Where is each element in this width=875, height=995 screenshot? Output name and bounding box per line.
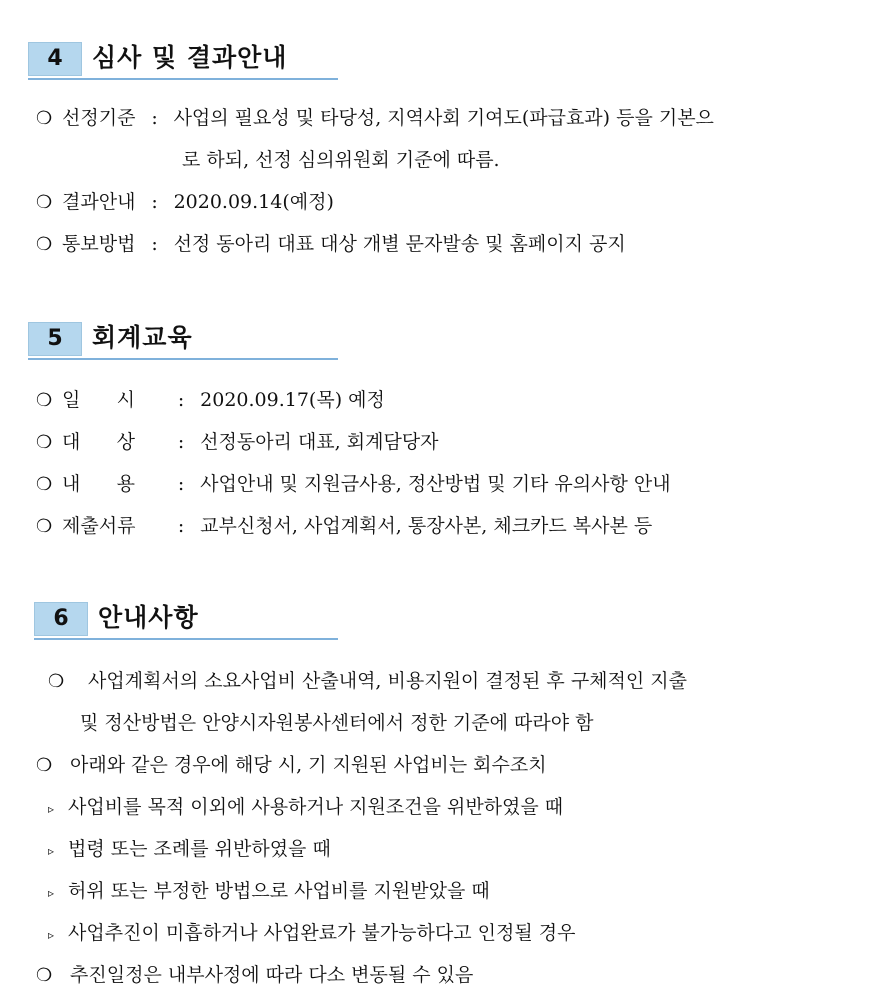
section-6-header bbox=[34, 600, 338, 640]
sub-item bbox=[48, 794, 563, 822]
item-text: 2020.09.17(목) 예정 bbox=[200, 389, 385, 411]
item-text-continued: 로 하되, 선정 심의위원회 기준에 따름. bbox=[182, 149, 500, 171]
item-text: 사업의 필요성 및 타당성, 지역사회 기여도(파급효과) 등을 기본으 bbox=[173, 107, 714, 129]
sub-item bbox=[48, 836, 331, 864]
section-5-rule bbox=[28, 358, 338, 360]
section-5-title: 회계교육 bbox=[92, 323, 193, 352]
circle-bullet-icon: ❍ bbox=[36, 390, 53, 411]
list-item-content bbox=[36, 471, 671, 498]
list-item-selection-criteria-cont bbox=[182, 147, 500, 173]
sub-item bbox=[48, 878, 490, 906]
item-label: 내 용 bbox=[62, 473, 135, 495]
item-label: 결과안내 bbox=[62, 191, 136, 213]
notice-item-budget bbox=[48, 668, 687, 695]
sub-item-text: 허위 또는 부정한 방법으로 사업비를 지원받았을 때 bbox=[68, 880, 490, 902]
sub-item bbox=[48, 920, 575, 948]
circle-bullet-icon: ❍ bbox=[36, 516, 53, 537]
item-text: 교부신청서, 사업계획서, 통장사본, 체크카드 복사본 등 bbox=[200, 515, 653, 537]
triangle-bullet-icon: ▹ bbox=[48, 886, 55, 900]
item-label: 일 시 bbox=[62, 389, 135, 411]
item-text: 2020.09.14(예정) bbox=[173, 191, 334, 213]
section-4-title: 심사 및 결과안내 bbox=[92, 43, 288, 72]
list-item-notification-method bbox=[36, 231, 626, 258]
item-text: 사업안내 및 지원금사용, 정산방법 및 기타 유의사항 안내 bbox=[200, 473, 671, 495]
section-4-header bbox=[28, 40, 338, 80]
section-4-number: 4 bbox=[28, 42, 82, 76]
circle-bullet-icon: ❍ bbox=[36, 192, 53, 213]
list-item-documents bbox=[36, 513, 652, 540]
circle-bullet-icon: ❍ bbox=[36, 755, 53, 776]
item-text-continued: 및 정산방법은 안양시자원봉사센터에서 정한 기준에 따라야 함 bbox=[80, 712, 594, 734]
item-text: 추진일정은 내부사정에 따라 다소 변동될 수 있음 bbox=[70, 964, 474, 986]
notice-item-budget-cont bbox=[80, 710, 593, 736]
circle-bullet-icon: ❍ bbox=[36, 965, 53, 986]
item-text: 선정동아리 대표, 회계담당자 bbox=[200, 431, 439, 453]
section-5-number: 5 bbox=[28, 322, 82, 356]
list-item-selection-criteria bbox=[36, 105, 714, 132]
circle-bullet-icon: ❍ bbox=[36, 432, 53, 453]
item-colon: : bbox=[177, 431, 185, 453]
item-label: 제출서류 bbox=[62, 515, 136, 537]
section-6-number: 6 bbox=[34, 602, 88, 636]
list-item-target bbox=[36, 429, 439, 456]
section-6-title: 안내사항 bbox=[98, 603, 199, 632]
item-text: 선정 동아리 대표 대상 개별 문자발송 및 홈페이지 공지 bbox=[173, 233, 626, 255]
item-text: 사업계획서의 소요사업비 산출내역, 비용지원이 결정된 후 구체적인 지출 bbox=[88, 670, 687, 692]
list-item-result-notice bbox=[36, 189, 334, 216]
sub-item-text: 사업추진이 미흡하거나 사업완료가 불가능하다고 인정될 경우 bbox=[68, 922, 576, 944]
item-label: 대 상 bbox=[62, 431, 135, 453]
section-4-rule bbox=[28, 78, 338, 80]
item-colon: : bbox=[151, 233, 158, 255]
notice-item-schedule bbox=[36, 962, 473, 989]
sub-item-text: 법령 또는 조례를 위반하였을 때 bbox=[68, 838, 331, 860]
circle-bullet-icon: ❍ bbox=[36, 108, 53, 129]
section-6-rule bbox=[34, 638, 338, 640]
item-label: 통보방법 bbox=[62, 233, 136, 255]
circle-bullet-icon: ❍ bbox=[36, 474, 53, 495]
triangle-bullet-icon: ▹ bbox=[48, 844, 55, 858]
triangle-bullet-icon: ▹ bbox=[48, 928, 55, 942]
list-item-date bbox=[36, 387, 385, 414]
circle-bullet-icon: ❍ bbox=[36, 234, 53, 255]
item-text: 아래와 같은 경우에 해당 시, 기 지원된 사업비는 회수조치 bbox=[70, 754, 547, 776]
item-colon: : bbox=[177, 389, 185, 411]
item-colon: : bbox=[151, 191, 158, 213]
sub-item-text: 사업비를 목적 이외에 사용하거나 지원조건을 위반하였을 때 bbox=[68, 796, 564, 818]
item-colon: : bbox=[177, 515, 185, 537]
section-5-header bbox=[28, 320, 338, 360]
circle-bullet-icon: ❍ bbox=[48, 671, 65, 692]
item-label: 선정기준 bbox=[62, 107, 136, 129]
triangle-bullet-icon: ▹ bbox=[48, 802, 55, 816]
item-colon: : bbox=[151, 107, 158, 129]
item-colon: : bbox=[177, 473, 185, 495]
notice-item-recovery bbox=[36, 752, 547, 779]
